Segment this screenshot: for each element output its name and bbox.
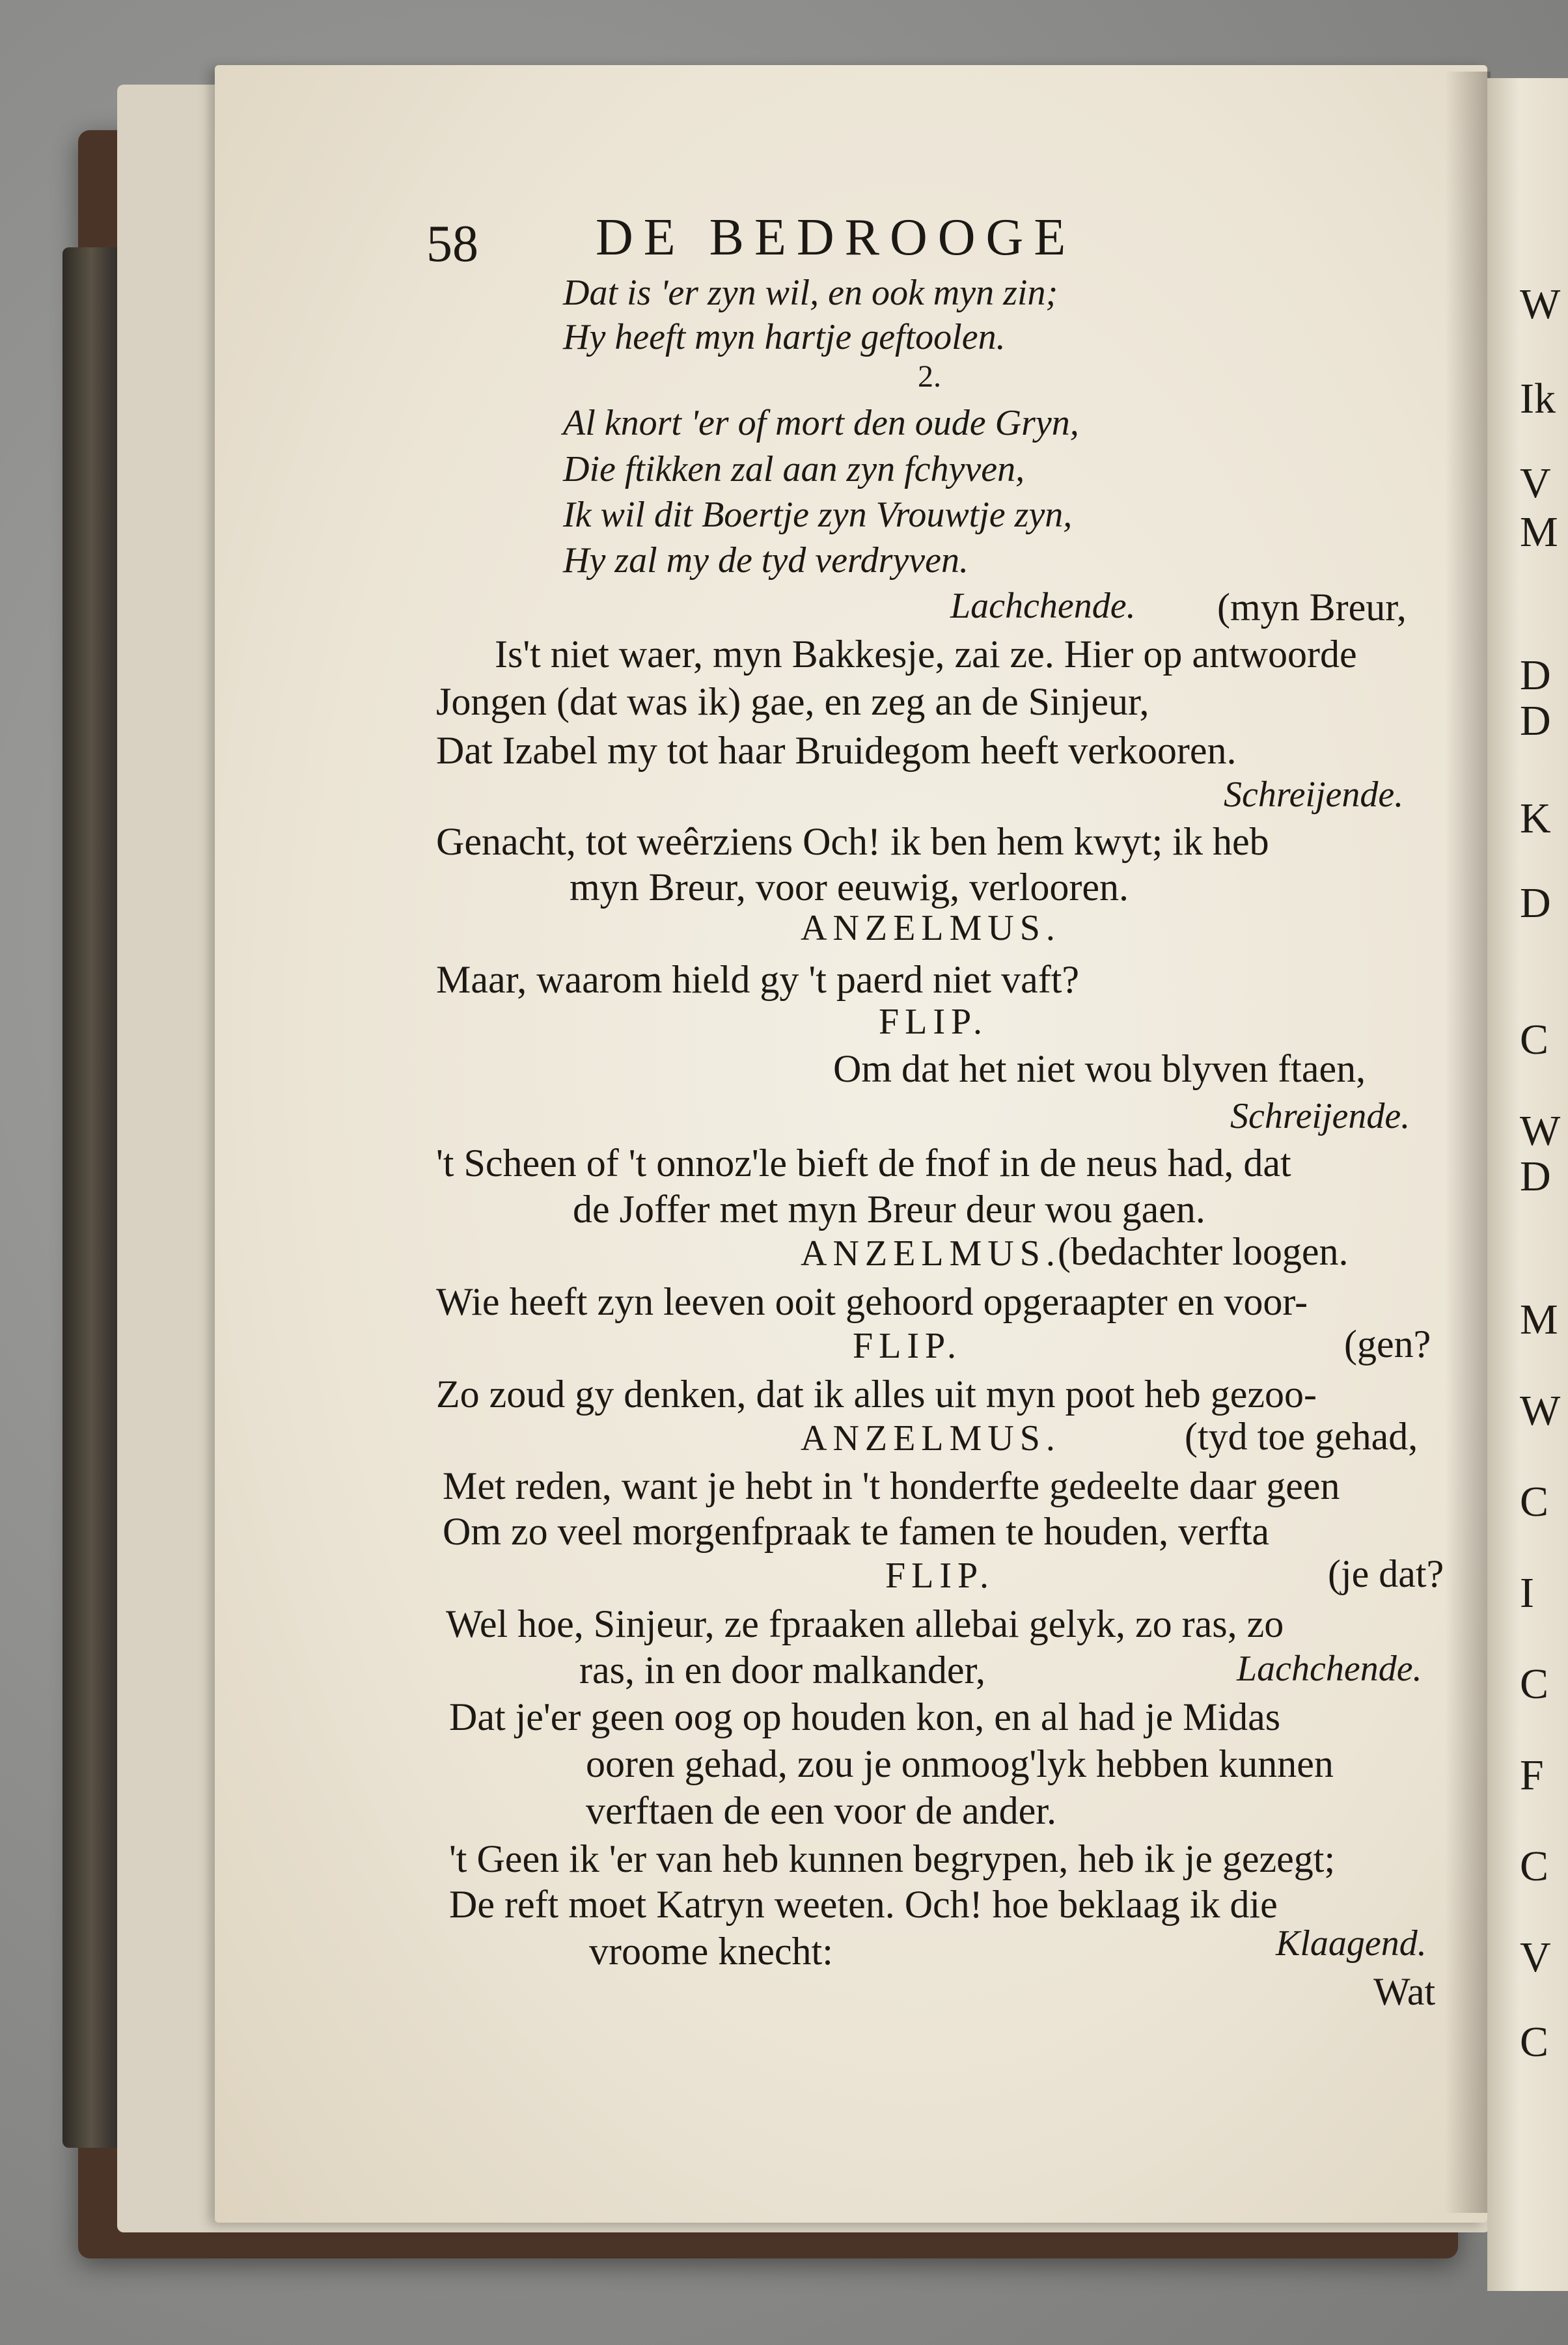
stanza-number: 2. [918,359,941,394]
facing-page-letter: D [1520,651,1551,699]
text-line: Om zo veel morgenfpraak te famen te houden, verfta [443,1510,1270,1553]
stage-direction: Lachchende. [1237,1649,1422,1689]
running-title: DE BEDROOGE [596,209,1077,266]
stage-direction: Lachchende. [950,586,1136,626]
facing-page-letter: F [1520,1751,1544,1799]
text-line: Met reden, want je hebt in 't honderfte gedeelte daar geen [443,1464,1340,1507]
turnover-line: (je dat? [1328,1552,1444,1595]
facing-page-letter: C [1520,2018,1549,2066]
speaker-name: FLIP. [885,1556,995,1596]
turnover-line: (bedachter loogen. [1058,1230,1349,1273]
catchword: Wat [1373,1970,1436,2013]
text-line: myn Breur, voor eeuwig, verlooren. [570,866,1129,909]
text-line: Is't niet waer, myn Bakkesje, zai ze. Hier op antwoorde [495,633,1357,676]
page-number: 58 [426,215,478,273]
text-line: Dat je'er geen oog op houden kon, en al had je Midas [449,1695,1281,1738]
stage-direction: Schreijende. [1230,1096,1410,1136]
verse-line: Al knort 'er of mort den oude Gryn, [563,403,1079,443]
facing-page-letter: C [1520,1660,1549,1708]
speaker-name: FLIP. [853,1326,962,1366]
facing-page-letter: C [1520,1843,1549,1890]
text-line: Om dat het niet wou blyven ftaen, [833,1047,1366,1090]
text-line: 't Scheen of 't onnoz'le bieft de fnof in de neus had, dat [436,1142,1291,1185]
facing-page-letter: V [1520,1934,1551,1981]
facing-page-letter: D [1520,697,1551,745]
facing-page-letter: W [1520,281,1561,328]
facing-page-letter: K [1520,795,1551,842]
text-line: verftaen de een voor de ander. [586,1789,1056,1832]
text-line: 't Geen ik 'er van heb kunnen begrypen, heb ik je gezegt; [449,1837,1336,1880]
facing-page-letter: C [1520,1016,1549,1063]
turnover-line: (myn Breur, [1217,586,1407,629]
facing-page-letter: W [1520,1387,1561,1434]
text-line: Wel hoe, Sinjeur, ze fpraaken allebai gelyk, zo ras, zo [446,1602,1284,1645]
text-line: vroome knecht: [589,1930,833,1973]
facing-page-letter: D [1520,1153,1551,1200]
text-line: Zo zoud gy denken, dat ik alles uit myn poot heb gezoo- [436,1373,1317,1416]
speaker-name: FLIP. [879,1002,988,1042]
facing-page-letter: M [1520,1296,1558,1343]
facing-page-letter: D [1520,879,1551,927]
speaker-name: ANZELMUS. [801,908,1061,948]
verse-line: Dat is 'er zyn wil, en ook myn zin; [563,273,1058,313]
facing-page-letter: Ik [1520,375,1556,422]
text-line: Genacht, tot weêrziens Och! ik ben hem kwyt; ik heb [436,820,1269,863]
verse-line: Die ftikken zal aan zyn fchyven, [563,449,1025,489]
facing-page-letter: W [1520,1107,1561,1155]
text-line: De reft moet Katryn weeten. Och! hoe beklaag ik die [449,1883,1278,1926]
verse-line: Ik wil dit Boertje zyn Vrouwtje zyn, [563,495,1073,535]
facing-page-letter: C [1520,1478,1549,1526]
text-line: ooren gehad, zou je onmoog'lyk hebben kunnen [586,1742,1334,1785]
facing-page-letter: M [1520,508,1558,556]
speaker-name: ANZELMUS. [801,1233,1061,1274]
text-line: ras, in en door malkander, [579,1649,986,1692]
turnover-line: (gen? [1344,1323,1431,1365]
speaker-name: ANZELMUS. [801,1418,1061,1459]
text-line: de Joffer met myn Breur deur wou gaen. [573,1188,1205,1231]
verse-line: Hy heeft myn hartje geftoolen. [563,317,1006,357]
text-line: Wie heeft zyn leeven ooit gehoord opgeraapter en voor- [436,1280,1308,1323]
text-line: Dat Izabel my tot haar Bruidegom heeft verkooren. [436,729,1237,772]
text-line: Maar, waarom hield gy 't paerd niet vaft? [436,958,1080,1001]
stage-direction: Schreijende. [1224,775,1404,815]
facing-page-letter: I [1520,1569,1534,1617]
verse-line: Hy zal my de tyd verdryven. [563,540,969,581]
turnover-line: (tyd toe gehad, [1185,1415,1418,1458]
stage-direction: Klaagend. [1276,1923,1427,1964]
text-line: Jongen (dat was ik) gae, en zeg an de Sinjeur, [436,680,1149,723]
facing-page-letter: V [1520,459,1551,507]
